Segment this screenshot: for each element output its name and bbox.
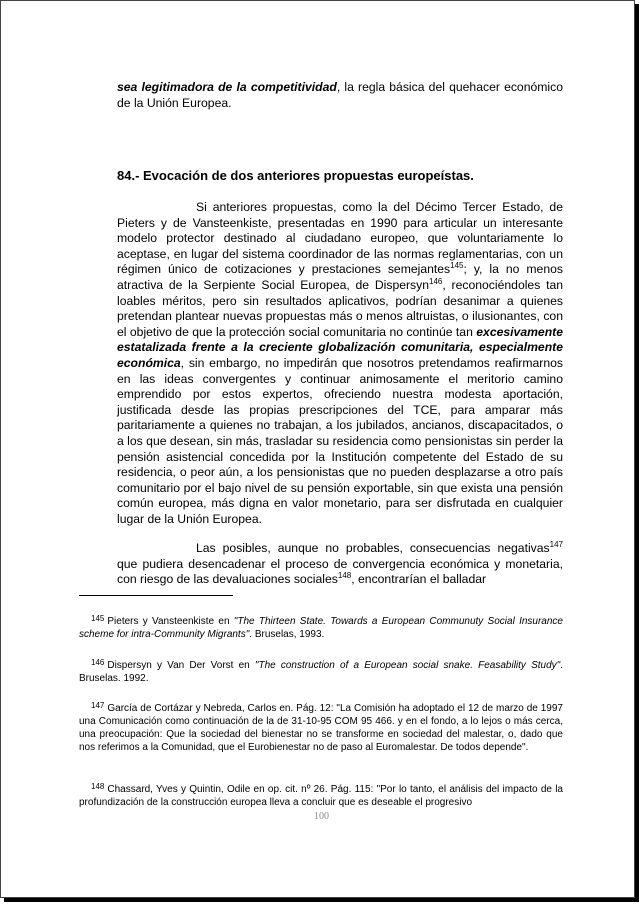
paragraph-text: Si anteriores propuestas, como la del Décimo Tercer Estado, de Pieters y de Vansteenkiste, presentadas en 1990 para articular un interesante modelo protector destinado al ciudadano europeo, que voluntariamente lo aceptase, en lugar del sistema coordinador de las normas reglamentarias, con un régimen único de cotizaciones y prestaciones semejantes: [117, 200, 563, 277]
section-heading: 84.- Evocación de dos anteriores propuestas europeístas.: [117, 168, 474, 183]
paragraph-text: , encontrarían el balladar: [351, 572, 487, 587]
paragraph-text: ; y, la no menos atractiva de la Serpiente Social Europea, de Dispersyn: [117, 262, 563, 292]
footnote-title: "The construction of a European social snake. Feasability Study": [254, 660, 561, 671]
footnote-divider: [79, 595, 233, 596]
emphasis-text: sea legitimadora de la competitividad: [117, 80, 337, 94]
page-number: 100: [314, 811, 329, 822]
footnote-text: Chassard, Yves y Quintin, Odile en op. cit. nº 26. Pág. 115: "Por lo tanto, el análisis del impacto de la profundización de la construcción europea lleva a concluir que es deseable el progresivo: [79, 784, 563, 808]
footnote-title: "The Thirteen State. Towards a European Communuty Social Insurance scheme for intra-Community Migrants": [79, 616, 563, 640]
footnote-ref[interactable]: 147: [549, 540, 563, 549]
footnote-ref[interactable]: 146: [429, 276, 443, 286]
footnote-number: 147: [91, 701, 105, 710]
footnote-text: Pieters y Vansteenkiste en: [107, 616, 234, 627]
footnote-text: Dispersyn y Van Der Vorst en: [107, 660, 255, 671]
footnote-number: 145: [91, 614, 105, 623]
footnote-text: . Bruselas, 1993.: [249, 629, 325, 640]
emphasis-text: excesivamente estatalizada frente a la creciente globalización comunitaria, especialmente económica: [117, 324, 563, 370]
paragraph-2: [117, 541, 563, 588]
paragraph-top: [117, 80, 563, 111]
footnote-ref[interactable]: 145: [450, 261, 464, 271]
footnote-number: 148: [91, 782, 105, 791]
footnote-148: [79, 783, 563, 809]
paragraph-text: , la regla básica del quehacer económico de la Unión Europea.: [117, 80, 564, 110]
footnote-text: García de Cortázar y Nebreda, Carlos en. Pág. 12: "La Comisión ha adoptado el 12 de marzo de 1997 una Comunicación como continuación de la de 31-10-95 COM 95 466. y en el fondo, a lo lejos o más cerca, una preocupación: Que la sociedad del bienestar no se transforme en sociedad del malestar, o, dado que nos referimos a la Comunidad, que el Eurobienestar no de paso al Euromalestar. De todos depende".: [79, 703, 563, 753]
paragraph-text: Las posibles, aunque no probables, consecuencias negativas: [196, 541, 550, 555]
paragraph-text: que pudiera desencadenar el proceso de convergencia económica y monetaria, con riesgo de las devaluaciones sociales: [117, 556, 563, 587]
footnote-ref[interactable]: 148: [337, 571, 352, 581]
paragraph-text: , reconociéndoles tan loables méritos, pero sin resultados aplicativos, podrían desanimar a quienes pretendan plantear nuevas propuestas más o menos altruistas, o ilusionantes, con el objetivo de que la protección social comunitaria no continúe tan: [117, 277, 564, 339]
footnote-number: 146: [91, 658, 105, 667]
footnote-text: . Bruselas. 1992.: [79, 660, 563, 684]
paragraph-text: , sin embargo, no impedirán que nosotros pretendamos reafirmarnos en las ideas convergentes y continuar animosamente el meritorio camino emprendido por estos expertos, ofreciendo nuestra modesta aportación, justificada desde las propias prescripciones del TCE, para amparar más paritariamente a quienes no trabajan, a los jubilados, ancianos, discapacitados, o a los que desean, sin más, trasladar su residencia como pensionistas sin perder la pensión asistencial concedida por la Institución competente del Estado de su residencia, o peor aún, a los pensionistas que no pueden desplazarse a otro país comunitario por el bajo nivel de su pensión exportable, sin que exista una pensión común europea, más digna en valor monetario, para ser disfrutada en cualquier lugar de la Unión Europea.: [117, 355, 563, 526]
footnote-145: [79, 615, 563, 641]
paragraph-1: [117, 200, 563, 527]
footnote-146: [79, 659, 563, 685]
footnote-147: [79, 702, 563, 754]
